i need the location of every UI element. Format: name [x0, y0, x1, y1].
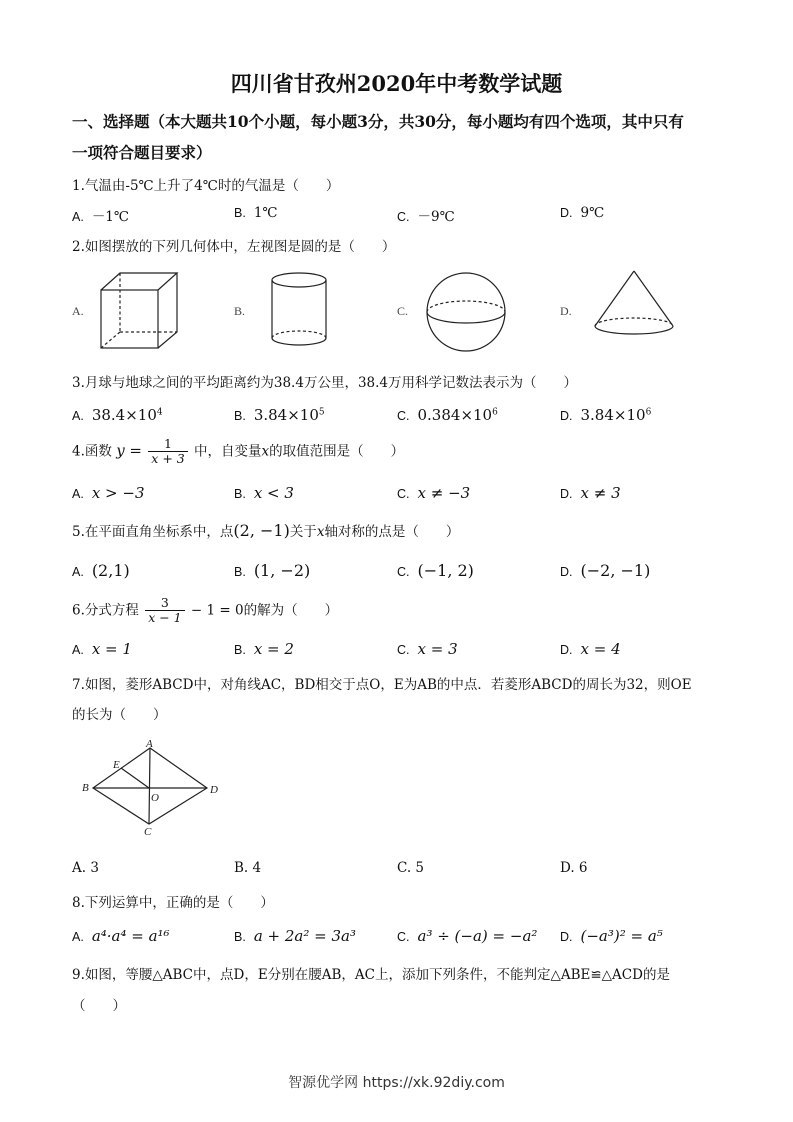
question-7-stem: 7.如图，菱形ABCD中，对角线AC，BD相交于点O，E为AB的中点．若菱形ABCD的周长为32，则OE [72, 677, 692, 693]
q2-figure-c-label: C. [397, 304, 409, 318]
q1-option-d: D. 9℃ [560, 205, 605, 221]
point-a-label: A [146, 738, 153, 750]
sphere-figure [424, 270, 508, 354]
page-title: 四川省甘孜州2020年中考数学试题 [230, 71, 563, 96]
q4-option-d: D. x ≠ 3 [560, 484, 621, 502]
q8-option-d: D. (−a³)² = a⁵ [560, 927, 663, 945]
q4-option-a: A. x > −3 [72, 484, 145, 502]
cone-figure [592, 268, 676, 340]
q4-fraction: $\frac{1}{x + 3}$ [148, 437, 187, 467]
q1-option-b: B. 1℃ [234, 205, 278, 221]
q7-option-c: C. 5 [397, 860, 425, 876]
cylinder-figure [268, 270, 330, 352]
question-4-stem: 4.函数 y = $\frac{1}{x + 3}$ 中，自变量x的取值范围是（ ） [72, 436, 405, 467]
q1-option-c: C. －9℃ [397, 209, 455, 225]
question-3-stem: 3.月球与地球之间的平均距离约为38.4万公里，38.4万用科学记数法表示为（ ） [72, 375, 577, 391]
q3-option-b: B. $3.84\times 10^5$ [234, 406, 325, 424]
q2-figure-b-label: B. [234, 304, 246, 318]
q5-option-c: C. (−1, 2) [397, 561, 474, 580]
section-heading-line2: 一项符合题目要求） [72, 143, 212, 162]
q7-option-b: B. 4 [234, 860, 262, 876]
q5-option-d: D. (−2, −1) [560, 561, 651, 580]
q7-option-d: D. 6 [560, 860, 588, 876]
q6-option-d: D. x = 4 [560, 640, 621, 658]
q2-figure-a-label: A. [72, 304, 84, 318]
q8-option-b: B. a + 2a² = 3a³ [234, 927, 356, 945]
point-o-label: O [151, 792, 159, 804]
q8-option-a: A. a⁴·a⁴ = a¹⁶ [72, 927, 170, 945]
rhombus-figure [78, 738, 228, 838]
section-heading-line1: 一、选择题（本大题共10个小题，每小题3分，共30分，每小题均有四个选项，其中只有 [72, 112, 684, 131]
q3-option-c: C. $0.384\times 10^6$ [397, 406, 498, 424]
q6-option-b: B. x = 2 [234, 640, 294, 658]
question-9-stem: 9.如图，等腰△ABC中，点D，E分别在腰AB，AC上，添加下列条件，不能判定△ABE≌△ACD的是 [72, 967, 670, 983]
question-7-stem-cont: 的长为（ ） [72, 707, 167, 723]
point-e-label: E [113, 759, 120, 771]
q6-option-c: C. x = 3 [397, 640, 458, 658]
q3-option-a: A. $38.4\times 10^4$ [72, 406, 163, 424]
point-c-label: C [144, 826, 152, 838]
q4-option-c: C. x ≠ −3 [397, 484, 471, 502]
q1-option-a: A. －1℃ [72, 209, 130, 225]
q4-option-b: B. x < 3 [234, 484, 294, 502]
point-b-label: B [82, 782, 89, 794]
q5-option-a: A. (2,1) [72, 561, 130, 580]
q3-option-d: D. $3.84\times 10^6$ [560, 406, 652, 424]
question-5-stem: 5.在平面直角坐标系中，点(2, −1)关于x轴对称的点是（ ） [72, 521, 460, 540]
question-8-stem: 8.下列运算中，正确的是（ ） [72, 895, 274, 911]
cube-figure [98, 270, 180, 352]
q5-option-b: B. (1, −2) [234, 561, 311, 580]
q7-option-a: A. 3 [72, 860, 99, 876]
point-d-label: D [210, 784, 218, 796]
q8-option-c: C. a³ ÷ (−a) = −a² [397, 927, 538, 945]
question-1-stem: 1.气温由-5℃上升了4℃时的气温是（ ） [72, 178, 340, 194]
q6-fraction: $\frac{3}{x - 1}$ [145, 596, 184, 626]
question-9-stem-cont: （ ） [72, 998, 126, 1014]
q6-option-a: A. x = 1 [72, 640, 132, 658]
q2-figure-d-label: D. [560, 304, 572, 318]
question-6-stem: 6.分式方程 $\frac{3}{x - 1}$ − 1 = 0的解为（ ） [72, 595, 339, 626]
question-2-stem: 2.如图摆放的下列几何体中，左视图是圆的是（ ） [72, 239, 396, 255]
watermark-footer: 智源优学网 https://xk.92diy.com [288, 1075, 505, 1091]
